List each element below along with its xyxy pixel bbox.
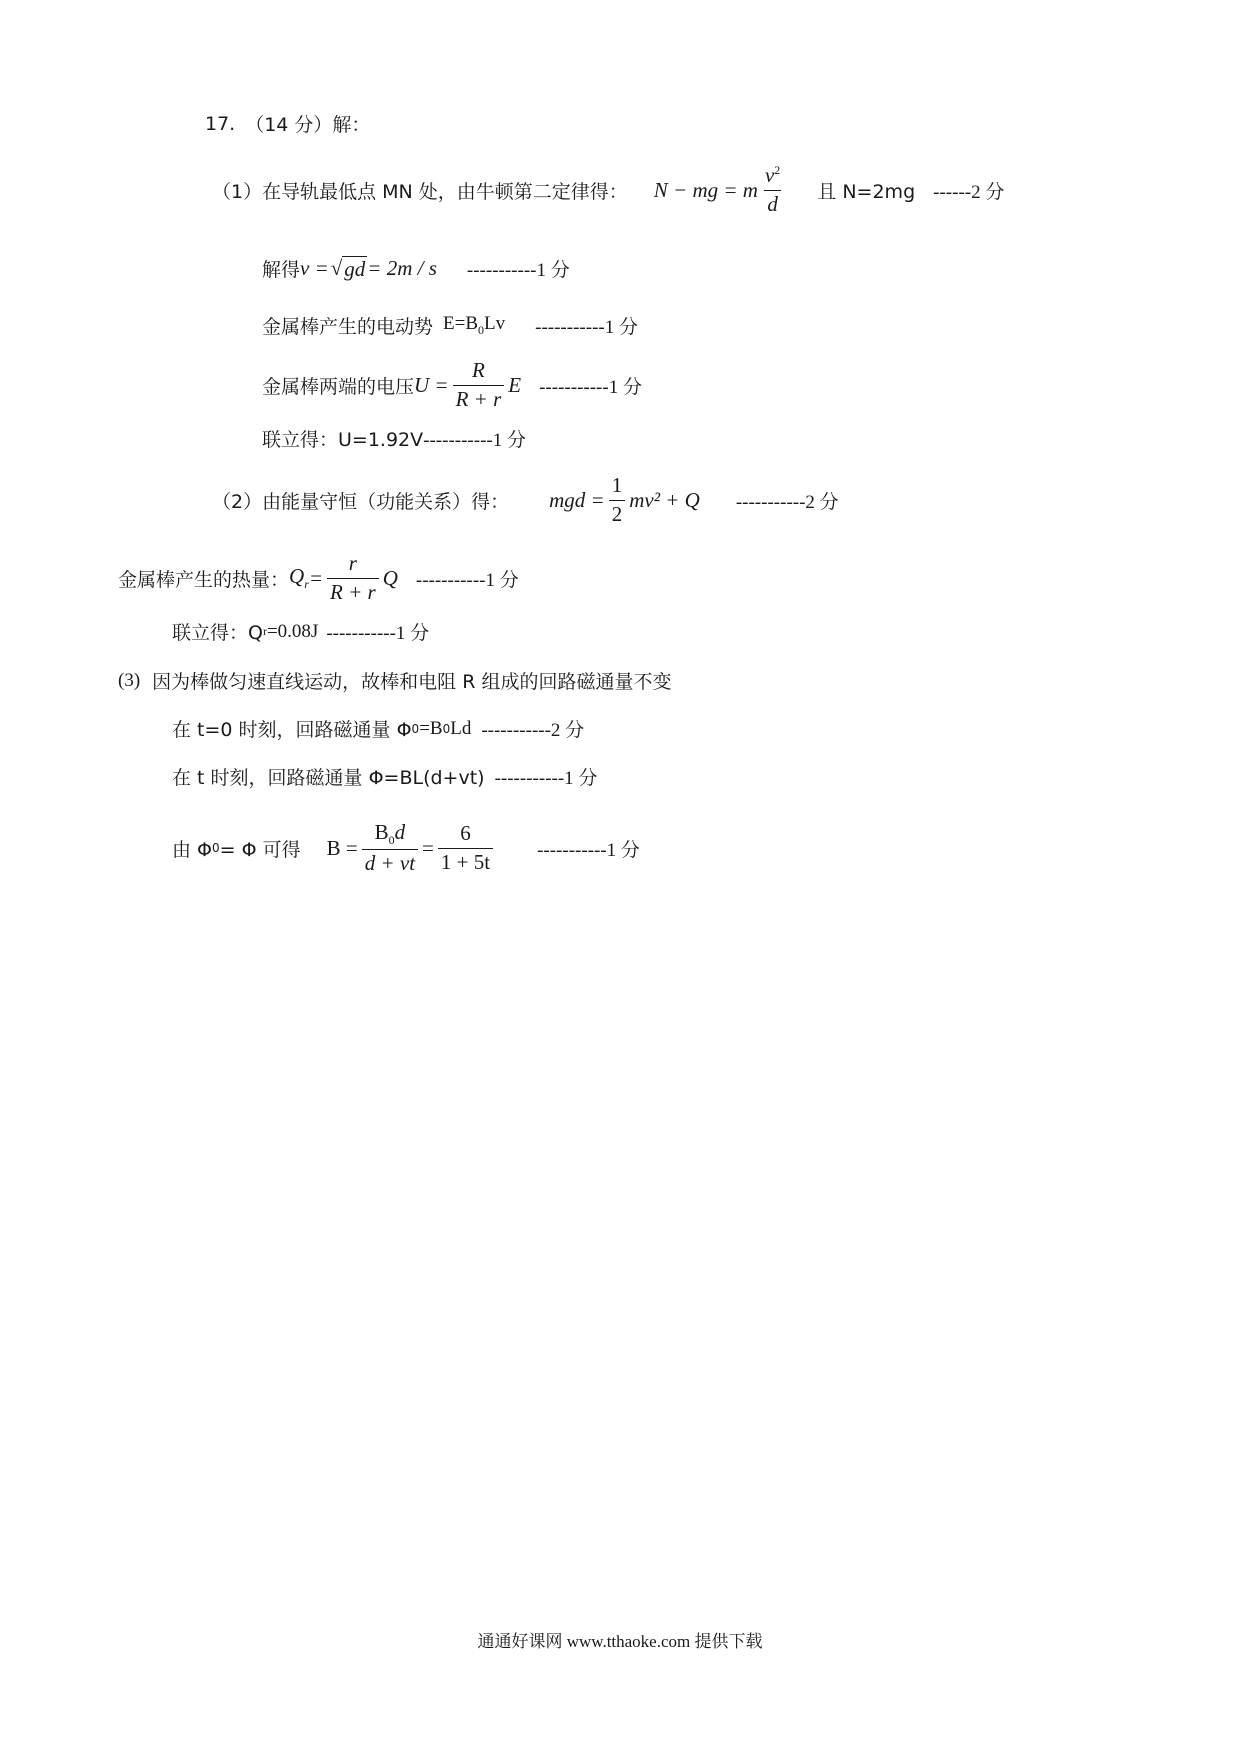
part1-voltage-frac xyxy=(453,359,505,410)
part2-eq-frac xyxy=(609,474,626,525)
part1-result-text: 联立得：U=1.92V xyxy=(262,429,424,451)
part3-final-num1-end: d xyxy=(394,819,406,844)
part2-result-text: 联立得：Q xyxy=(172,622,263,644)
part2-eq-num: 1 xyxy=(611,473,623,498)
part3-label: (3) xyxy=(118,669,141,691)
part2-eq-rhs: mv² + Q xyxy=(629,487,700,512)
part3-final-den1: d + vt xyxy=(362,849,418,875)
part3-final-frac2 xyxy=(438,822,493,873)
part3-t-line xyxy=(172,763,597,790)
part3-final-num1-sub: 0 xyxy=(388,832,395,847)
part1-emf-eq: E=B xyxy=(443,313,479,335)
part2-eq-den: 2 xyxy=(609,500,626,526)
part3-t0-line xyxy=(172,715,584,742)
part1-solve-v: v = xyxy=(300,256,329,280)
part2-label: （2） xyxy=(212,490,263,513)
page-footer: 通通好课网 www.tthaoke.com 提供下载 xyxy=(477,1632,763,1651)
part1-emf-line xyxy=(262,312,638,339)
part3-final-sub: 0 xyxy=(212,841,220,855)
part2-heat-rhs: Q xyxy=(382,565,398,590)
problem-number: 17. xyxy=(205,112,236,135)
part2-result-sub: r xyxy=(262,624,267,638)
part2-heat-line xyxy=(118,543,519,613)
part3-t0-sub2: 0 xyxy=(442,721,451,736)
part3-final-eq: = xyxy=(422,835,434,860)
part1-voltage-lhs: U = xyxy=(414,372,449,397)
part1-solve-prefix: 解得 xyxy=(262,259,301,281)
part1-voltage-num: R xyxy=(472,358,485,383)
part3-t0-end: Ld xyxy=(450,717,472,739)
part1-emf-eq-end: Lv xyxy=(484,313,506,335)
part2-heat-score: -----------1 分 xyxy=(415,569,519,591)
part1-voltage-rhs: E xyxy=(508,372,522,397)
part3-t0-text: 在 t=0 时刻，回路磁通量 Φ xyxy=(172,719,412,741)
part2-score: -----------2 分 xyxy=(735,491,839,513)
part2-heat-lhs: Q xyxy=(289,563,305,588)
part2-result-score: -----------1 分 xyxy=(326,623,430,644)
part1-voltage-den: R + r xyxy=(453,385,505,411)
part3-text: 因为棒做匀速直线运动，故棒和电阻 R 组成的回路磁通量不变 xyxy=(152,671,672,693)
part1-eq-num: v xyxy=(764,163,775,188)
part1-emf-sub: 0 xyxy=(478,322,485,337)
part1-eq-num-sup: 2 xyxy=(774,163,781,178)
part1-voltage-score: -----------1 分 xyxy=(539,376,642,398)
part1-result-score: -----------1 分 xyxy=(423,430,526,451)
part1-eq-den: d xyxy=(764,190,781,216)
part3-final-frac1 xyxy=(362,821,418,875)
part2-eq-lhs: mgd = xyxy=(549,487,605,512)
part3-t-text: 在 t 时刻，回路磁通量 Φ=BL(d+vt) xyxy=(172,767,485,789)
part1-result-line xyxy=(262,425,526,452)
problem-points: （14 分）解： xyxy=(245,114,371,136)
part3-t-score: -----------1 分 xyxy=(494,768,598,789)
part3-final-score: -----------1 分 xyxy=(537,839,640,861)
part3-final-lhs: B = xyxy=(326,835,358,860)
part2-heat-eq: = xyxy=(308,565,324,590)
problem-header xyxy=(205,110,370,137)
part1-solve-line: 解得 v = √ gd = 2m / s -----------1 分 xyxy=(262,256,570,281)
part1-score: ------2 分 xyxy=(933,181,1005,203)
part2-text: 由能量守恒（功能关系）得： xyxy=(262,490,510,513)
part1-solve-rest: = 2m / s xyxy=(367,256,437,280)
part2-heat-frac xyxy=(327,552,379,603)
part1-eq-frac xyxy=(762,164,783,215)
part2-heat-text: 金属棒产生的热量： xyxy=(118,568,290,591)
part2-heat-sub: r xyxy=(304,577,309,592)
part1-label: （1） xyxy=(212,180,263,203)
part3-final-text2: = Φ 可得 xyxy=(219,838,301,861)
part1-emf-score: -----------1 分 xyxy=(535,317,638,338)
part3-intro-line xyxy=(118,667,671,694)
part2-result-val: =0.08J xyxy=(266,620,319,642)
part1-voltage-text: 金属棒两端的电压 xyxy=(262,375,415,398)
part3-final-den2: 1 + 5t xyxy=(438,848,493,874)
part2-result-line xyxy=(172,618,429,645)
part1-voltage-line xyxy=(262,350,642,420)
part1-condition: 且 N=2mg xyxy=(817,180,916,203)
part1-eq-lhs: N − mg = m xyxy=(653,177,758,202)
part2-energy-line xyxy=(212,465,839,535)
part1-emf-text: 金属棒产生的电动势 xyxy=(262,316,434,338)
part3-t0-score: -----------2 分 xyxy=(481,720,585,741)
part1-solve-rad: gd xyxy=(344,256,366,281)
part3-final-line xyxy=(172,813,640,883)
part3-t0-eq: =B xyxy=(419,717,443,739)
part1-text: 在导轨最低点 MN 处，由牛顿第二定律得： xyxy=(262,180,628,203)
part3-final-text: 由 Φ xyxy=(172,838,212,861)
part3-final-num2: 6 xyxy=(460,821,471,846)
part2-heat-num: r xyxy=(348,551,357,576)
part2-heat-den: R + r xyxy=(327,578,379,604)
part1-newton-line xyxy=(212,155,1004,225)
part3-t0-sub: 0 xyxy=(411,721,420,736)
part1-solve-score: -----------1 分 xyxy=(466,260,570,281)
part3-final-num1: B xyxy=(374,819,389,844)
